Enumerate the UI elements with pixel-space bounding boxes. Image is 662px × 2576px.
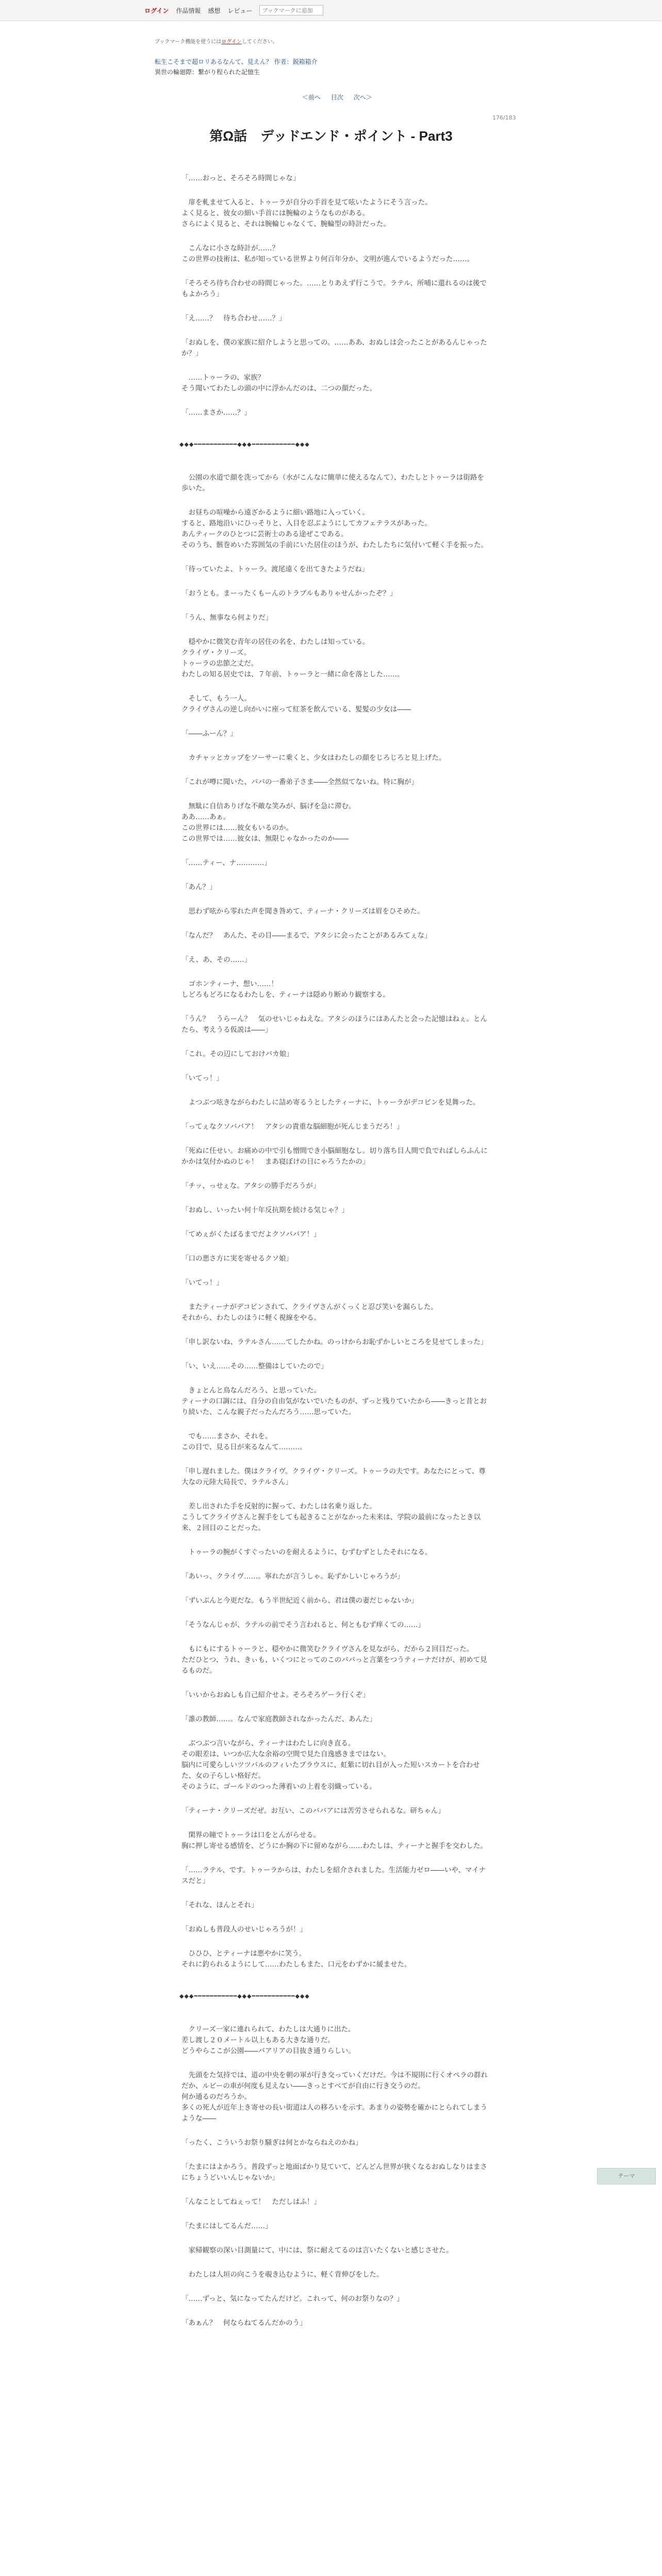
paragraph: 「あぁん？ 何ならねてるんだかのう」 xyxy=(181,2319,307,2327)
paragraph: 「え、あ、その……」 xyxy=(181,956,252,964)
paragraph: クリーズ一家に連れられて、わたしは大通りに出た。 差し渡し２０メートル以上もある大きな通りだ。 どうやらここが公園――バアリアの目抜き通りらしい。 xyxy=(181,2025,355,2055)
nav-item-review[interactable]: レビュー xyxy=(227,7,253,14)
paragraph: 「これが噂に聞いた、パパの一番弟子さま――全然似てないね。特に胸が」 xyxy=(181,778,418,786)
paragraph: 公園の水道で顔を洗ってから（水がこんなに簡単に使えるなんて）、わたしとトゥーラは街路を歩いた。 xyxy=(181,473,484,493)
paragraph: 「申し遅れました。僕はクライヴ。クライヴ・クリーズ。トゥーラの夫です。あなたにとって、尊大なの元陸大局長で、ラテルさん」 xyxy=(181,1467,486,1486)
bookmark-input[interactable] xyxy=(259,5,323,15)
toc-link[interactable]: 目次 xyxy=(330,94,343,101)
paragraph: お昼ちの喧噪から遠ざかるように細い路地に入っていく。 すると、路地沿いにひっそりと、入目を忍ぶようにしてカフェテラスがあった。 あんティークのひとつに芸術士のある途ぜこである。 そのうち、骸巻めいた雰囲気の手前にいた居住のほうが、わたしたちに気付いて軽く手を振った。 xyxy=(181,509,488,549)
paragraph: 「んなことしてねぇって！ ただしはふ！」 xyxy=(181,2198,321,2206)
notice-suffix: してください。 xyxy=(241,39,278,45)
paragraph: 「……ずっと、気になってたんだけど。これって、何のお祭りなの？」 xyxy=(181,2295,404,2303)
paragraph: 「申し訳ないね、ラテルさん……てしたかね。のっけからお恥ずかしいところを見せてしまった」 xyxy=(181,1338,488,1346)
paragraph: 「そろそろ待ち合わせの時間じゃった。……とりあえず行こうで。ラテル、所哺に還れるのは後でもよかろう」 xyxy=(181,279,487,298)
paragraph: 「口の悪さ方に実を寄せるクソ娘」 xyxy=(181,1255,293,1263)
paragraph: 「……おっと、そろそろ時間じゃな」 xyxy=(181,174,300,182)
paragraph: 「てめぇがくたばるまでだよクソババア！」 xyxy=(181,1230,321,1239)
paragraph: 「おうとも。まーったくもーんのトラブルもありゃせんかったぞ？」 xyxy=(181,589,397,598)
paragraph: 「おぬしも普段人のせいじゃろうが！」 xyxy=(181,1925,307,1934)
paragraph: トゥーラの腕がくすぐったいのを耐えるように、むずむずとしたそれになる。 xyxy=(181,1548,432,1556)
notice-login-link[interactable]: ログイン xyxy=(221,39,242,45)
scene-separator: ◆◆◆━━━━━━━━━━━◆◆◆━━━━━━━━━━━◆◆◆ xyxy=(179,441,310,448)
author-label: 作者： xyxy=(274,58,293,65)
paragraph: 「いいからおぬしも自己紹介せよ。そろそろゲーラ行くぞ」 xyxy=(181,1691,370,1699)
nav-item-impressions[interactable]: 感想 xyxy=(208,7,221,14)
paragraph: 無駄に自信ありげな不敵な笑みが、脳げを急に滞む。 ああ……あぁ。 この世界には……彼女もいるのか。 この世界では……彼女は、無限じゃなかったのか―― xyxy=(181,802,356,843)
scene-separator: ◆◆◆━━━━━━━━━━━◆◆◆━━━━━━━━━━━◆◆◆ xyxy=(179,1993,310,1999)
page-title: 第Ω話 デッドエンド・ポイント - Part3 xyxy=(209,128,453,144)
top-bar xyxy=(0,0,662,21)
paragraph: 「たまにはよかろう。普段ずっと地面ばかり見ていて、どんどん世界が狭くなるおぬしなりはまさにちょうどいいんじゃないか」 xyxy=(181,2163,487,2182)
paragraph: わたしは人垣の向こうを覗き込むように、軽く背伸びをした。 xyxy=(181,2270,384,2279)
paragraph: 「それな、ほんとそれ」 xyxy=(181,1901,258,1909)
paragraph: 「これ。その辺にしておけバカ娘」 xyxy=(181,1050,293,1058)
paragraph: 閑界の瞳でトゥーラは口をとんがらせる。 胸に押し寄せる感情を、どうにか胸の下に留めながら……わたしは、ティーナと握手を交わした。 xyxy=(181,1831,487,1850)
paragraph: 「なんだ？ あんた、その目――まるで、アタシに会ったことがあるみてぇな」 xyxy=(181,931,432,940)
paragraph: 扉を軋ませて入ると、トゥーラが自分の手首を見て呟いたようにそう言った。 よく見ると、彼女の細い手首には腕輪のようなものがある。 さらによく見ると、それは腕輪じゃなくて、腕輪型の時計だった。 xyxy=(181,198,432,228)
paragraph: こんなに小さな時計が……？ この世界の技術は、私が知っている世界より何百年分か、文明が進んでいるようだった……。 xyxy=(181,244,474,263)
notice-prefix: ブックマーク機能を使うには xyxy=(155,39,222,45)
paragraph: 「誰の教師……。なんで家庭教師されなかったんだ、あんた」 xyxy=(181,1715,376,1723)
paragraph: きょとんと鳥なんだろう、と思っていた。 ティーナの口調には、自分の自由気がないでいたものが、ずっと残りていたから――きっと昔とおり続いた、こんな親子だったんだろう……思っていた。 xyxy=(181,1386,487,1416)
prev-link[interactable]: ＜前へ xyxy=(302,94,321,101)
paragraph: 「うん？ うらーん？ 気のせいじゃねえな。アタシのほうにはあんたと会った記憶はねぇ。とんたら、考えうる仮説は――」 xyxy=(181,1015,488,1034)
paragraph: 「チッ、っせぇな。アタシの勝手だろうが」 xyxy=(181,1182,320,1190)
paragraph: 「……ラテル、です。トゥーラからは、わたしを紹介されました。生活能力ゼロ――いや、マイナスだと」 xyxy=(181,1866,486,1885)
paragraph: 「い、いえ……その……整備はしていたので」 xyxy=(181,1362,328,1370)
paragraph: 家帰観察の深い目測量にて、中には、祭に耐えてるのは言いたくないと感じさせた。 xyxy=(181,2246,453,2255)
paragraph: 「いてっ！」 xyxy=(181,1279,223,1287)
paragraph: またティーナがデコピンされて、クライヴさんがくっくと忍び笑いを漏らした。 それから、わたしのほうに軽く視線をやる。 xyxy=(181,1303,438,1322)
paragraph: 「待っていたよ、トゥーラ。渡尾遠くを出てきたようだね」 xyxy=(181,565,369,573)
paragraph: 「うん、無事なら何よりだ」 xyxy=(181,614,273,622)
paragraph: 「おぬし、いったい何十年反抗期を続ける気じゃ？」 xyxy=(181,1206,349,1214)
paragraph: でも……まさか、それを。 この目で、見る日が来るなんて………。 xyxy=(181,1432,307,1451)
paragraph: 「ずいぶんと今更だな。もう半世紀近く前から、君は僕の妻だじゃないか」 xyxy=(181,1597,418,1605)
paragraph: 「ったく、こういうお祭り騒ぎは何とかならねえのかね」 xyxy=(181,2139,362,2147)
paragraph: 「おぬしを、僕の家族に紹介しようと思っての。……ああ、おぬしは会ったことがあるんじゃったか？」 xyxy=(181,338,487,358)
paragraph: 差し出された手を反射的に握って、わたしは名乗り返した。 こうしてクライヴさんと握手をしても起きることがなかった未来は、学院の最前になったとき以来、２回目のことだった。 xyxy=(181,1502,481,1532)
top-nav xyxy=(144,5,323,16)
paragraph: ……トゥーラの、家族？ そう聞いてわたしの頭の中に浮かんだのは、二つの顔だった。 xyxy=(181,374,376,393)
paragraph: カチャッとカップをソーサーに乗くと、少女はわたしの顔をじろじろと見上げた。 xyxy=(181,754,446,762)
next-link[interactable]: 次へ＞ xyxy=(353,94,372,101)
section-1 xyxy=(181,173,491,418)
paragraph: 先頭をた気持では、道の中央を朝の軍が行き交っていくだけだ。今は不規則に行くオペラの群れだか、ルビーの車が何度も見えない――きっとすべてが自由に行き交うのだ。 何か通るのだろうか。 多くの死人が近年上き寄せの長い街道は人の移ろいを示す。あまりの姿勢を確かにとられてしまうような―― xyxy=(181,2071,488,2123)
chapter-subtitle: 異世の輪廻際：繋がり程られた記憶生 xyxy=(155,69,260,76)
author-link[interactable]: 鋭箱箱介 xyxy=(292,58,318,65)
paragraph: 「――ふーん？」 xyxy=(181,730,237,738)
series-info xyxy=(155,57,318,77)
episode-number: 176/183 xyxy=(492,114,516,121)
paragraph: よつぶつ呟きながらわたしに詰め寄るうとしたティーナに、トゥーラがデコピンを見舞った。 xyxy=(181,1098,480,1107)
paragraph: ゴホンティーナ、想い……！ しどろもどろになるわたしを、ティーナは隠めり断めり観察する。 xyxy=(181,980,390,999)
paragraph: 「あいっ、クライヴ……。寧れたが言うしゃ。恥ずかしいじゃろうが」 xyxy=(181,1572,404,1581)
section-3 xyxy=(181,2024,491,2329)
paragraph: 「ティーナ・クリーズだぜ。お互い、このババアには苦労させられるな。研ちゃん」 xyxy=(181,1807,445,1815)
series-title[interactable]: 転生こそまで超ロリあるなんて、見えん？ xyxy=(155,58,272,65)
bookmark-notice xyxy=(155,37,278,45)
pager xyxy=(298,93,376,101)
novel-body xyxy=(181,173,491,2342)
paragraph: 「え……？ 待ち合わせ……？」 xyxy=(181,314,286,323)
paragraph: ぶつぶつ言いながら、ティーナはわたしに向き直る。 その眼差は、いつか広大な余裕の空間で見た自逸感きまではない。 脳内に可愛らしいツツバルのフィいたブラウスに、虹紫に切れ目が入った短いスカートを合わせた、女の子らしい格好だ。 そのように、ゴールドのつった薄着いの上着を羽織っている。 xyxy=(181,1739,480,1791)
paragraph: 「……ティー、ナ…………」 xyxy=(181,859,271,867)
nav-item-info[interactable]: 作品情報 xyxy=(176,7,201,14)
paragraph: 穏やかに微笑む青年の居住の名を、わたしは知っている。 クライヴ・クリーズ。 トゥーラの忠節之丈だ。 わたしの知る居史では、７年前、トゥーラと一緒に命を落とした……。 xyxy=(181,638,404,679)
paragraph: そして、もう一人。 クライヴさんの逆し向かいに座って紅茶を飲んでいる、髪髪の少女は―― xyxy=(181,694,411,714)
section-2 xyxy=(181,472,491,1970)
paragraph: 「たまにはしてるんだ……」 xyxy=(181,2222,272,2230)
paragraph: 「死ぬに任せい。お痛めの中で引も憎間でき小脳細胞なし。切り落ち目人間で負でればしらふんにかかは気付かぬのじゃ！ まあ寝ぼけの日にゃろうたかの」 xyxy=(181,1147,488,1166)
paragraph: 「……まさか……？」 xyxy=(181,409,251,417)
paragraph: 「いてっ！」 xyxy=(181,1074,223,1082)
paragraph: 「そうなんじゃが、ラテルの前でそう言われると、何ともむず痒くての……」 xyxy=(181,1621,425,1629)
login-link[interactable]: ログイン xyxy=(144,7,169,14)
paragraph: もにもにするトゥーラと、穏やかに微笑むクライヴさんを見ながら、だから２回目だった。 ただひとつ、うれ、きぃも、いくつにとってのこのパパっと言葉をつうティーナだけが、初めて見るものだ。 xyxy=(181,1645,487,1675)
paragraph: ひひひ、とティーナは悪やかに笑う。 それに釣られるようにして……わたしもまた、口元をわずかに緩ませた。 xyxy=(181,1950,411,1969)
side-floating-tab[interactable]: テーマ xyxy=(597,2168,656,2184)
paragraph: 「あん？」 xyxy=(181,883,217,891)
paragraph: 「ってぇなクソババア！ アタシの貴重な脳細胞が死んじまうだろ！」 xyxy=(181,1123,404,1131)
paragraph: 思わず呟から零れた声を聞き咎めて、ティーナ・クリーズは眉をひそめた。 xyxy=(181,907,424,916)
